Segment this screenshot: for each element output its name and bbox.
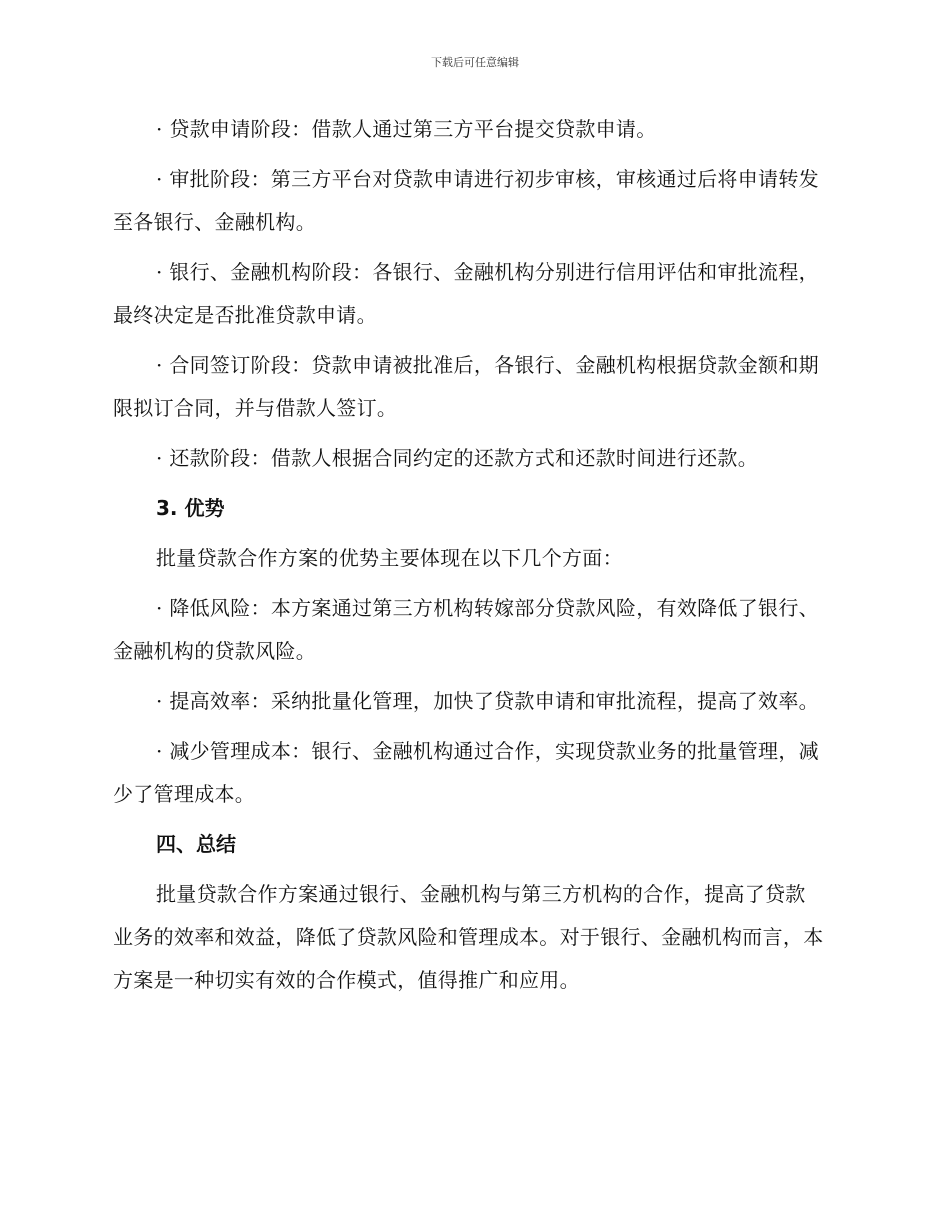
section-heading-advantages: 3. 优势 [156,496,225,520]
section-heading-summary: 四、总结 [156,832,236,856]
document-body [113,108,825,1009]
bullet-contract-stage: · 合同签订阶段：贷款申请被批准后，各银行、金融机构根据贷款金额和期限拟订合同，并与借款人签订。 [113,353,819,420]
bullet-approval-stage: · 审批阶段：第三方平台对贷款申请进行初步审核，审核通过后将申请转发至各银行、金融机构。 [113,167,819,234]
bullet-reduce-risk: · 降低风险：本方案通过第三方机构转嫁部分贷款风险，有效降低了银行、金融机构的贷款风险。 [113,596,819,663]
advantages-intro: 批量贷款合作方案的优势主要体现在以下几个方面： [156,546,623,570]
summary-paragraph: 批量贷款合作方案通过银行、金融机构与第三方机构的合作，提高了贷款业务的效率和效益，降低了贷款风险和管理成本。对于银行、金融机构而言，本方案是一种切实有效的合作模式，值得推广和应用。 [113,882,824,992]
bullet-improve-efficiency: · 提高效率：采纳批量化管理，加快了贷款申请和审批流程，提高了效率。 [156,689,819,713]
bullet-loan-application: · 贷款申请阶段：借款人通过第三方平台提交贷款申请。 [156,117,657,141]
bullet-bank-stage: · 银行、金融机构阶段：各银行、金融机构分别进行信用评估和审批流程，最终决定是否批准贷款申请。 [113,260,819,327]
bullet-repayment-stage: · 还款阶段：借款人根据合同约定的还款方式和还款时间进行还款。 [156,446,759,470]
page-header-note: 下载后可任意编辑 [431,56,519,69]
bullet-reduce-cost: · 减少管理成本：银行、金融机构通过合作，实现贷款业务的批量管理，减少了管理成本。 [113,739,819,806]
